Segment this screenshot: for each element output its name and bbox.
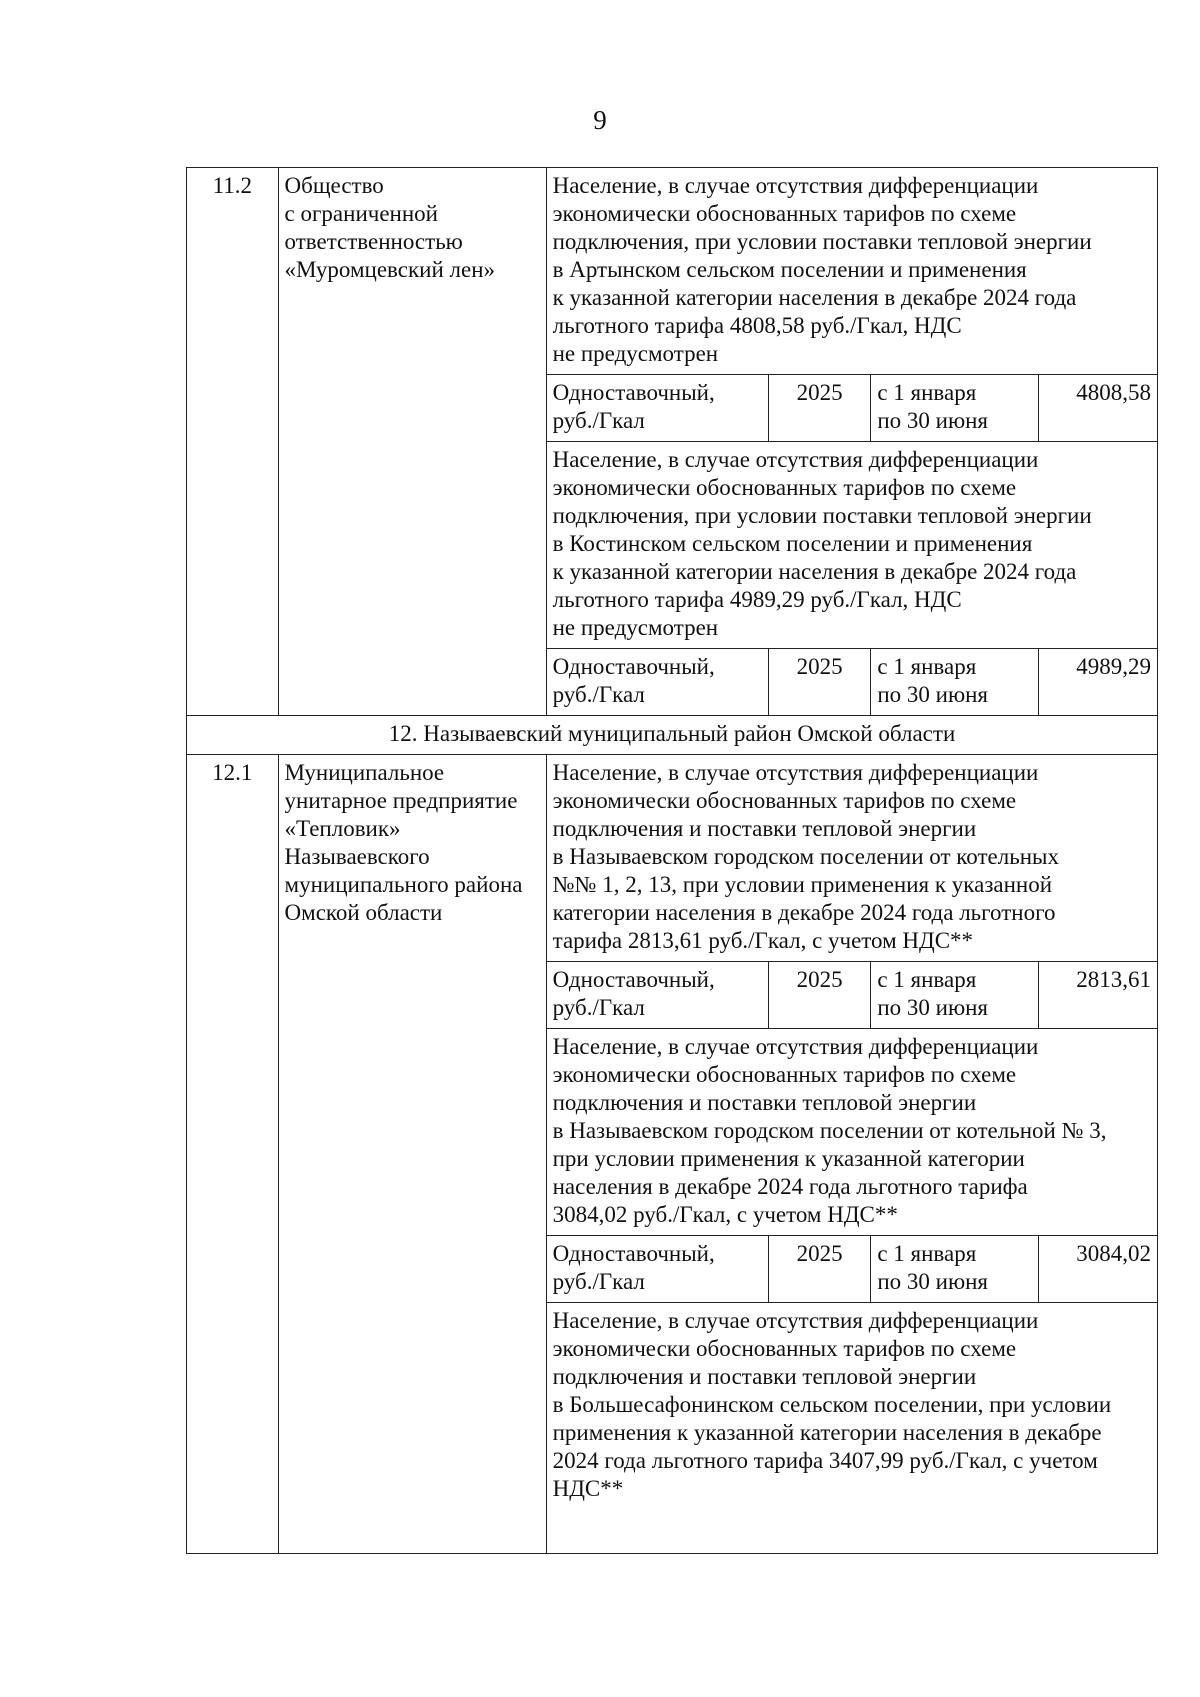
organization-name: Общество с ограниченной ответственностью «Муромцевский лен» [278,168,546,716]
consumer-group-description: Население, в случае отсутствия дифференциации экономически обоснованных тарифов по схеме подключения, при условии поставки тепловой энергии в Костинском сельском поселении и применения к указанной категории населения в декабре 2024 года льготного тарифа 4989,29 руб./Гкал, НДС не предусмотрен [546,442,1157,649]
tariff-year: 2025 [768,649,870,716]
consumer-group-description: Население, в случае отсутствия дифференциации экономически обоснованных тарифов по схеме подключения и поставки тепловой энергии в Называевском городском поселении от котельной № 3, при условии применения к указанной категории населения в декабре 2024 года льготного тарифа 3084,02 руб./Гкал, с учетом НДС** [546,1029,1157,1236]
tariff-period: с 1 января по 30 июня [871,375,1039,442]
tariff-type: Одноставочный, руб./Гкал [546,962,768,1029]
section-title: 12. Называевский муниципальный район Омской области [187,716,1158,755]
page-number: 9 [593,105,607,135]
row-number: 12.1 [187,755,279,1554]
tariff-year: 2025 [768,1236,870,1303]
table-row [187,168,1158,375]
tariff-price: 4808,58 [1039,375,1158,442]
tariff-period: с 1 января по 30 июня [871,1236,1039,1303]
tariff-price: 3084,02 [1039,1236,1158,1303]
row-number: 11.2 [187,168,279,716]
consumer-group-description: Население, в случае отсутствия дифференциации экономически обоснованных тарифов по схеме подключения, при условии поставки тепловой энергии в Артынском сельском поселении и применения к указанной категории населения в декабре 2024 года льготного тарифа 4808,58 руб./Гкал, НДС не предусмотрен [546,168,1157,375]
section-header-row [187,716,1158,755]
consumer-group-description: Население, в случае отсутствия дифференциации экономически обоснованных тарифов по схеме подключения и поставки тепловой энергии в Называевском городском поселении от котельных №№ 1, 2, 13, при условии применения к указанной категории населения в декабре 2024 года льготного тарифа 2813,61 руб./Гкал, с учетом НДС** [546,755,1157,962]
consumer-group-description: Население, в случае отсутствия дифференциации экономически обоснованных тарифов по схеме подключения и поставки тепловой энергии в Большесафонинском сельском поселении, при условии применения к указанной категории населения в декабре 2024 года льготного тарифа 3407,99 руб./Гкал, с учетом НДС** [546,1303,1157,1554]
tariff-type: Одноставочный, руб./Гкал [546,375,768,442]
table-row [187,755,1158,962]
tariff-year: 2025 [768,375,870,442]
tariff-price: 4989,29 [1039,649,1158,716]
tariff-table [186,167,1158,1554]
tariff-price: 2813,61 [1039,962,1158,1029]
organization-name: Муниципальное унитарное предприятие «Тепловик» Называевского муниципального района Омской области [278,755,546,1554]
tariff-type: Одноставочный, руб./Гкал [546,649,768,716]
tariff-year: 2025 [768,962,870,1029]
tariff-period: с 1 января по 30 июня [871,962,1039,1029]
tariff-period: с 1 января по 30 июня [871,649,1039,716]
tariff-type: Одноставочный, руб./Гкал [546,1236,768,1303]
